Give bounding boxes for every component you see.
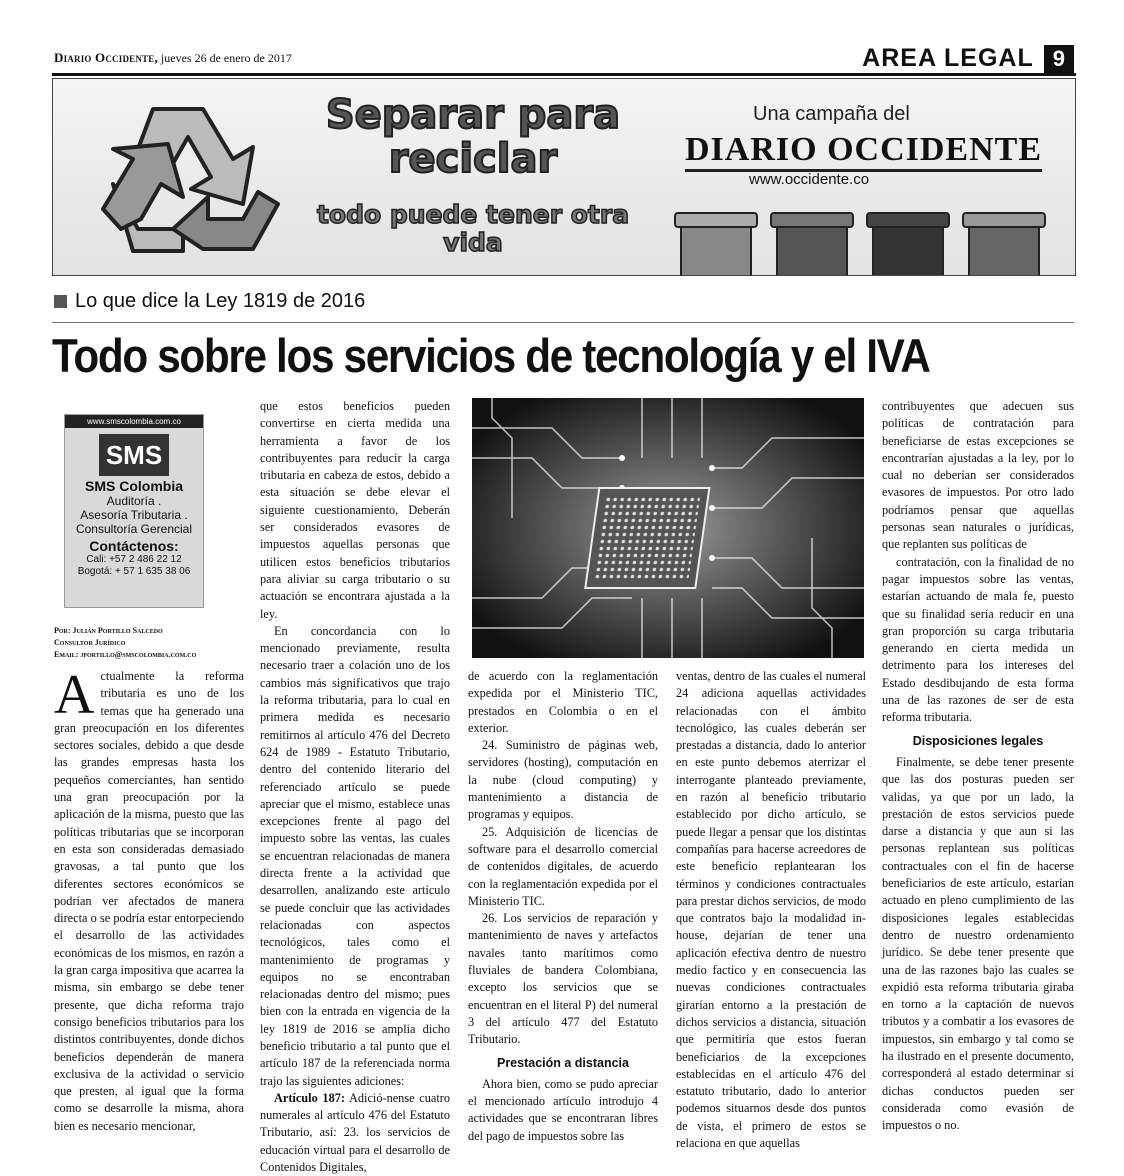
- subheading-disposiciones: Disposiciones legales: [912, 733, 1044, 748]
- article-column-1: [54, 664, 244, 1135]
- article-187-label: Artículo 187:: [274, 1090, 345, 1105]
- kicker-rule: [52, 322, 1074, 323]
- article-column-5: [882, 398, 1074, 1134]
- column-3-paragraph-4: 26. Los servicios de reparación y mantenimiento de naves y artefactos navales tanto marítimos como fluviales de bandera Colombiana, excepto los servicios que se encuentran en el literal P) del numeral 3 del artículo 477 del Estatuto Tributario.: [468, 911, 658, 1047]
- ad-service-2: Asesoría Tributaria .: [80, 508, 188, 522]
- column-3-paragraph-3: 25. Adquisición de licencias de software para el desarrollo comercial de contenidos digitales, de acuerdo con la reglamentación expedida por el Ministerio TIC.: [468, 824, 658, 908]
- ad-service-3: Consultoría Gerencial: [75, 522, 193, 536]
- microchip-image: [472, 398, 864, 658]
- banner-title: Separar para reciclar: [325, 92, 621, 182]
- masthead-line: [54, 50, 292, 66]
- circuit-board-photo: [472, 398, 864, 658]
- banner-url: www.occidente.co: [749, 171, 870, 188]
- sms-colombia-ad: [64, 414, 204, 608]
- article-kicker: [54, 290, 365, 313]
- column-3-paragraph-1: de acuerdo con la reglamentación expedida por el Ministerio TIC, prestados en Colombia o en el exterior.: [468, 669, 658, 735]
- column-3-paragraph-5: Ahora bien, como se pudo apreciar el mencionado artículo introdujo 4 actividades que se encontraran libres del pago de impuestos sobre las: [468, 1076, 658, 1143]
- section-name: AREA LEGAL: [862, 44, 1034, 72]
- ad-phone-cali: Cali: +57 2 486 22 12: [86, 554, 182, 565]
- section-header: [862, 44, 1074, 73]
- column-2-paragraph-2: En concordancia con lo mencionado previamente, resulta necesario traer a colación uno de los cambios más significativos que trajo la reforma tributaria, para lo cual en primera medida es necesario remitirnos al artículo 476 del Decreto 624 de 1989 - Estatuto Tributario, dentro del contenido literario del referenciado artículo se puede apreciar que el mismo, establece unas excepciones frente al pago del impuesto sobre las ventas, las cuales se encuentran relacionadas de manera directa frente a la actividad que desarrollen, analizando este artículo se puede concluir que las actividades relacionadas con aspectos tecnológicos, tales como el mantenimiento de programas y equipos no se encontraban relacionadas dentro del mismo; pues bien con la entrada en vigencia de la ley 1819 de 2016 se amplia dicho beneficio tributario a tal punto que el artículo 187 de la referenciada norma trajo las siguientes adiciones:: [260, 623, 450, 1088]
- recycling-campaign-banner: [52, 78, 1076, 276]
- kicker-square-icon: [54, 295, 67, 308]
- header-rule: [52, 73, 1076, 76]
- drop-cap: A: [54, 664, 95, 726]
- column-4-text: ventas, dentro de las cuales el numeral 24 adiciona aquellas actividades relacionadas con el ámbito tecnológico, las cuales deberán ser prestadas a distancia, dado lo anterior en este punto debemos aterrizar el interrogante planteado previamente, en razón al beneficio tributario establecido por dicho artículo, se puede llegar a pensar que los distintas compañías para hacerse acreedores de este beneficio replantearan los términos y condiciones contractuales para prestar dichos servicios, de modo que contratos bajo la modalidad in-house, dejarían de tener una aplicación efectiva dentro de nuestro medio factico y en consecuencia las nuevas condiciones contractuales girarían entorno a la prestación de dichos servicios a distancia, situación que permitiría que estos fueran beneficiarios de la excepciones establecidas en el artículo 476 del estatuto tributario, dado lo anterior podemos situarnos desde dos puntos de vista, el primero de estos se relaciona en que aquellas: [676, 669, 866, 1151]
- column-5-paragraph-2: contratación, con la finalidad de no pagar impuestos sobre las ventas, estarían actuando de mala fe, puesto que su finalidad sería reducir en una gran proporción su carga tributaria generando en cierta medida un detrimento para los intereses del Estado desdibujando de esta forma una de las razones de ser de esta reforma tributaria.: [882, 554, 1074, 725]
- issue-date: jueves 26 de enero de 2017: [160, 51, 292, 65]
- ad-logo: SMS: [99, 434, 169, 476]
- byline-role: Consultor Jurídico: [54, 638, 126, 647]
- banner-tagline: todo puede tener otra vida: [316, 200, 630, 257]
- ad-contact-label: Contáctenos:: [89, 538, 179, 554]
- ad-phone-bogota: Bogotá: + 57 1 635 38 06: [77, 566, 191, 577]
- kicker-text: Lo que dice la Ley 1819 de 2016: [75, 290, 366, 312]
- article-byline: [54, 625, 254, 661]
- page-number: 9: [1044, 45, 1074, 73]
- column-1-text: ctualmente la reforma tributaria es uno de los temas que ha generado una gran preocupación en los diferentes sectores sociales, debido a que desde las grandes empresas hasta los pequeños comerciantes, han sentido una gran preocupación por la aplicación de la misma, puesto que las políticas tributarias que se incorporan en esta son consideradas demasiado gravosas, a tal punto que los diferentes sectores económicos se podrían ver afectados de manera directa o se podría estar entorpeciendo el desarrollo de las actividades económicas de los mismos, en razón a la gran carga impositiva que acarrea la misma, sin embargo se debe tener presente, que dicha reforma trajo consigo beneficios tributarios para los distintos contribuyentes, donde dichos beneficios dependerán de manera exclusiva de la actividad o servicio que presten, al igual que la forma como se desarrolle la misma, ahora bien es necesario mencionar,: [54, 669, 244, 1133]
- column-2-paragraph-3: Adició-nense cuatro numerales al artículo 476 del Estatuto Tributario, así: 23. los servicios de educación virtual para el desarrollo de Contenidos Digitales,: [260, 1090, 450, 1175]
- recycle-icon: [93, 89, 283, 269]
- ad-service-1: Auditoría .: [106, 494, 162, 508]
- byline-author: Por: Julián Portillo Salcedo: [54, 626, 163, 635]
- campaign-label: Una campaña del: [753, 103, 910, 125]
- newspaper-name: Diario Occidente,: [54, 50, 158, 65]
- ad-company-name: SMS Colombia: [84, 478, 183, 494]
- column-2-paragraph-1: que estos beneficios pueden convertirse en cierta medida una herramienta a favor de los contribuyentes para reducir la carga tributaria en cabeza de estos, debido a esta situación se debe elevar el siguiente cuestionamiento, Deberán ser considerados evasores de impuestos aquellas personas que utilicen estos beneficios tributarios para aliviar su carga tributario o su actuación se encontrara ajustada a la ley.: [260, 399, 450, 621]
- banner-logo: DIARIO OCCIDENTE: [685, 131, 1042, 172]
- article-column-4: [676, 668, 866, 1152]
- column-5-paragraph-1: contribuyentes que adecuen sus políticas de contratación para beneficiarse de estas excepciones se encontrarían ajustadas a la ley, por lo cual no deberían ser considerados evasores de impuestos. Por otro lado podríamos pensar que aquellas personas sean naturales o jurídicas, que replanten sus políticas de: [882, 399, 1074, 552]
- byline-email: Email: jportillo@smscolombia.com.co: [54, 650, 197, 659]
- article-headline: Todo sobre los servicios de tecnología y el IVA: [52, 329, 930, 382]
- subheading-prestacion: Prestación a distancia: [496, 1055, 629, 1070]
- article-column-3: [468, 668, 658, 1145]
- column-5-paragraph-3: Finalmente, se debe tener presente que las dos posturas pueden ser validas, ya que por un lado, la prestación de estos servicios puede darse a distancia y que aun si las personas replantean sus políticas contractuales con el fin de hacerse beneficiarios de este artículo, estarían actuado en pleno cumplimiento de las disposiciones legales establecidas dentro de nuestro ordenamiento jurídico. Se debe tener presente que una de las razones bajo las cuales se expidió esta reforma tributaria giraba en torno a la captación de nuevos tributos y a combatir a los evasores de impuestos, sin embargo y tal como se ha ilustrado en el presente documento, corresponderá al estado determinar si dichas conductos pueden ser considerada como evasión de impuestos o no.: [882, 754, 1074, 1133]
- article-column-2: [260, 398, 450, 1176]
- recycling-bins-icon: [665, 209, 1065, 276]
- ad-url: www.smscolombia.com.co: [65, 415, 203, 428]
- column-3-paragraph-2: 24. Suministro de páginas web, servidores (hosting), computación en la nube (cloud computing) y mantenimiento a distancia de programas y equipos.: [468, 738, 658, 822]
